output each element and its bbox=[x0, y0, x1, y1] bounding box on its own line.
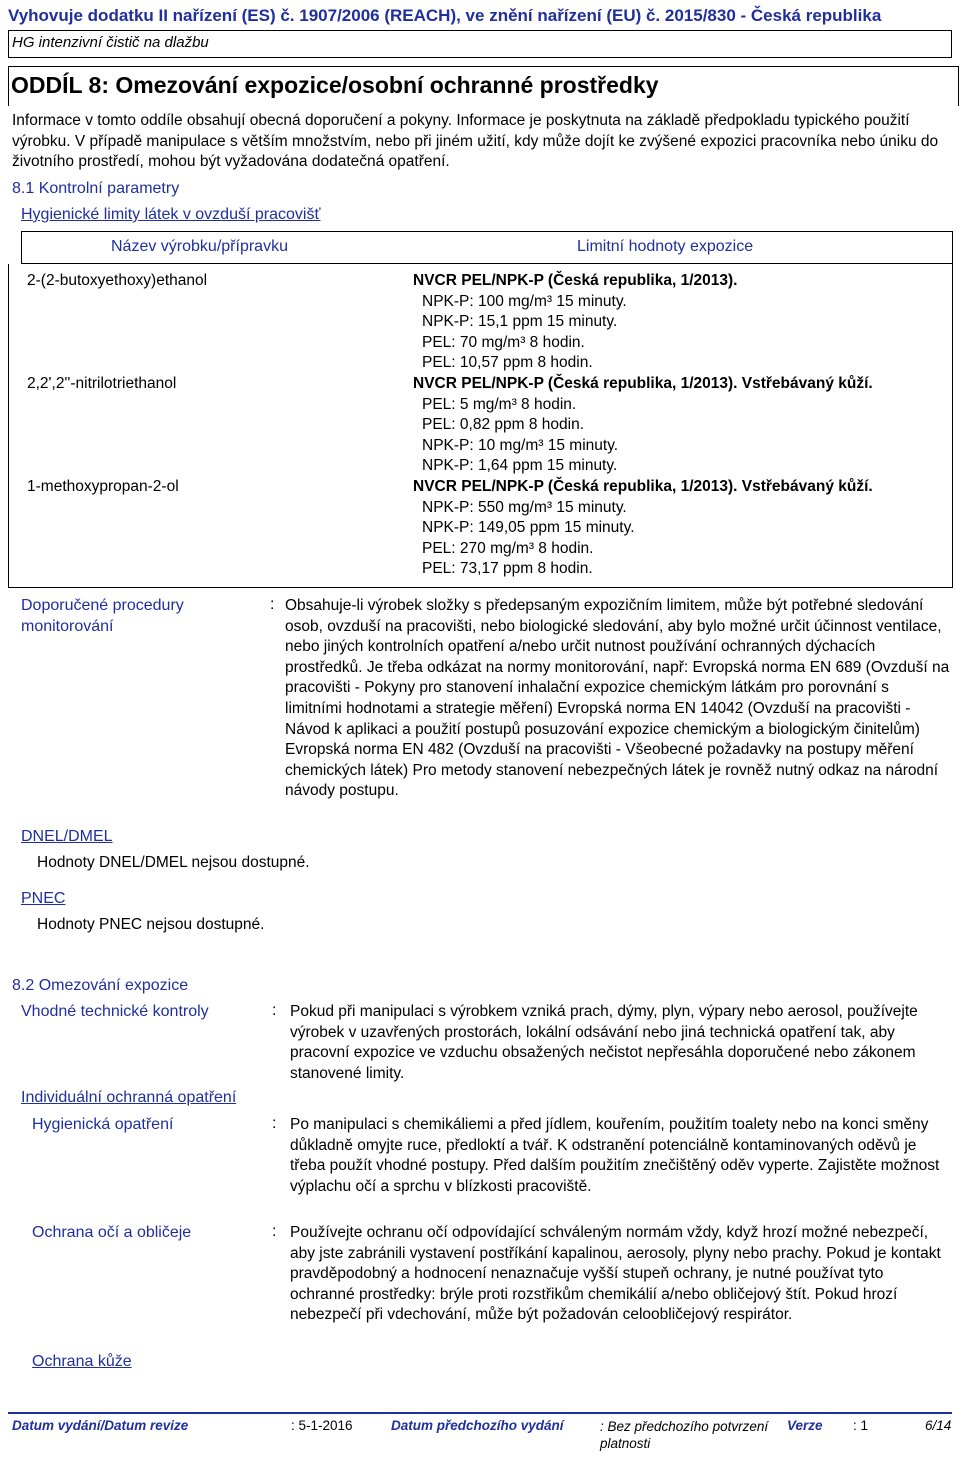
limit-value: PEL: 270 mg/m³ 8 hodin. bbox=[422, 539, 594, 557]
heading-8-1: 8.1 Kontrolní parametry bbox=[12, 180, 180, 197]
field-colon: : bbox=[270, 596, 275, 613]
footer-prev-value: : Bez předchozího potvrzení platnosti bbox=[600, 1419, 769, 1451]
footer-version-label: Verze bbox=[787, 1418, 823, 1433]
hygiene-text: Po manipulaci s chemikáliemi a před jídlem, kouřením, použitím toalety nebo na konci směny důkladně omyjte ruce, předloktí a tvář. K odstranění potenciálně kontaminovaných oděvů je třeba použít vhodné postupy. Před dalším použitím znečištěný oděv vyperte. Zajistěte možnost výplachu očí a sprchu v blízkosti pracoviště. bbox=[290, 1116, 940, 1195]
heading-8-2: 8.2 Omezování expozice bbox=[12, 977, 189, 994]
footer-divider bbox=[8, 1412, 952, 1414]
individual-measures-label: Individuální ochranná opatření bbox=[21, 1089, 237, 1106]
limit-value: NPK-P: 10 mg/m³ 15 minuty. bbox=[422, 436, 619, 454]
column-header-limits: Limitní hodnoty expozice bbox=[577, 238, 754, 255]
limit-source: NVCR PEL/NPK-P (Česká republika, 1/2013). Vstřebávaný kůží. bbox=[413, 478, 873, 495]
limit-value: PEL: 5 mg/m³ 8 hodin. bbox=[422, 395, 577, 413]
limit-values bbox=[413, 477, 873, 580]
product-name: HG intenzivní čistič na dlažbu bbox=[12, 34, 209, 51]
substance-name: 2,2',2''-nitrilotriethanol bbox=[27, 375, 177, 392]
eye-protection-text: Používejte ochranu očí odpovídající schváleným normám vždy, když hrozí možné nebezpečí, aby jste zabránili vystavení postříkání kapalinou, aerosoly, plyny nebo prachy. Pokud je kontakt pravděpodobný a hodnocení nenaznačuje vyšší stupeň ochrany, je nutné používat tyto ochranné prostředky: brýle proti rozstřikům chemikálií a/nebo obličejový štít. Pokud hrozí nebezpečí při vdechování, může být požadován celoobličejový respirátor. bbox=[290, 1224, 941, 1324]
skin-protection-label: Ochrana kůže bbox=[32, 1353, 132, 1370]
field-colon: : bbox=[272, 1223, 277, 1240]
substance-name: 2-(2-butoxyethoxy)ethanol bbox=[27, 272, 208, 289]
footer-date-label: Datum vydání/Datum revize bbox=[12, 1418, 189, 1433]
hygiene-label: Hygienická opatření bbox=[32, 1116, 174, 1133]
limit-value: NPK-P: 1,64 ppm 15 minuty. bbox=[422, 457, 618, 475]
document-header-title: Vyhovuje dodatku II nařízení (ES) č. 1907/2006 (REACH), ve znění nařízení (EU) č. 2015/830 - Česká republika bbox=[8, 6, 882, 25]
footer-version-value: : 1 bbox=[853, 1418, 869, 1433]
limit-value: PEL: 70 mg/m³ 8 hodin. bbox=[422, 333, 585, 351]
dnel-label: DNEL/DMEL bbox=[21, 828, 113, 845]
column-header-product: Název výrobku/přípravku bbox=[111, 238, 288, 255]
dnel-text: Hodnoty DNEL/DMEL nejsou dostupné. bbox=[37, 854, 310, 871]
limit-value: NPK-P: 100 mg/m³ 15 minuty. bbox=[422, 292, 627, 310]
limit-values bbox=[413, 271, 737, 374]
limit-value: PEL: 10,57 ppm 8 hodin. bbox=[422, 354, 593, 372]
limit-source: NVCR PEL/NPK-P (Česká republika, 1/2013). bbox=[413, 272, 738, 289]
tech-controls-label: Vhodné technické kontroly bbox=[21, 1003, 209, 1020]
eye-protection-label: Ochrana očí a obličeje bbox=[32, 1224, 192, 1241]
substance-name: 1-methoxypropan-2-ol bbox=[27, 478, 179, 495]
subheading-exposure-limits: Hygienické limity látek v ovzduší pracovišť bbox=[21, 206, 321, 223]
limit-value: PEL: 0,82 ppm 8 hodin. bbox=[422, 416, 585, 434]
footer-prev-label: Datum předchozího vydání bbox=[391, 1418, 564, 1433]
limit-value: PEL: 73,17 ppm 8 hodin. bbox=[422, 560, 593, 578]
limit-value: NPK-P: 149,05 ppm 15 minuty. bbox=[422, 519, 635, 537]
limit-value: NPK-P: 550 mg/m³ 15 minuty. bbox=[422, 498, 627, 516]
field-colon: : bbox=[272, 1115, 277, 1132]
pnec-label: PNEC bbox=[21, 890, 66, 907]
limit-source: NVCR PEL/NPK-P (Česká republika, 1/2013). Vstřebávaný kůží. bbox=[413, 375, 873, 392]
field-colon: : bbox=[272, 1002, 277, 1019]
limit-values bbox=[413, 374, 873, 477]
tech-controls-text: Pokud při manipulaci s výrobkem vzniká prach, dýmy, plyn, výpary nebo aerosol, používejte výrobek v uzavřených prostorách, lokální odsávání nebo jiná technická opatření tak, aby pracovní expozice ve vzduchu obsažených nečistot nepřesáhla doporučené nebo zákonem stanovené limity. bbox=[290, 1003, 918, 1082]
section-title: ODDÍL 8: Omezování expozice/osobní ochranné prostředky bbox=[11, 72, 659, 98]
footer-date-value: : 5-1-2016 bbox=[291, 1418, 353, 1433]
limit-value: NPK-P: 15,1 ppm 15 minuty. bbox=[422, 313, 618, 331]
section-intro: Informace v tomto oddíle obsahují obecná doporučení a pokyny. Informace je poskytnuta na základě předpokladu typického použití výrobku. V případě manipulace s větším množstvím, nebo při jiném užití, kdy může dojít ke zvýšené expozici pracovníka nebo úniku do životního prostředí, mohou být vyžadována dodatečná opatření. bbox=[12, 112, 939, 171]
pnec-text: Hodnoty PNEC nejsou dostupné. bbox=[37, 916, 265, 933]
footer-page-number: 6/14 bbox=[925, 1418, 952, 1433]
monitoring-text: Obsahuje-li výrobek složky s předepsaným expozičním limitem, může být potřebné sledování osob, ovzduší na pracovišti, nebo biologické sledování, aby bylo možné určit účinnost ventilace, nebo jiných kontrolních opatření a/nebo určit nutnost používání ochranných dýchacích prostředků. Je třeba odkázat na normy monitorování, např: Evropská norma EN 689 (Ovzduší na pracovišti - Pokyny pro stanovení inhalační expozice chemickým látkám pro porovnání s limitními hodnotami a strategie měření) Evropská norma EN 14042 (Ovzduší na pracovišti - Návod k aplikaci a použití postupů posuzování expozice chemickým a biologickým činitelům) Evropská norma EN 482 (Ovzduší na pracovišti - Všeobecné požadavky na postupy měření chemických látek) Pro metody stanovení nebezpečných látek je rovněž nutný odkaz na národní návody postupu. bbox=[285, 597, 950, 800]
monitoring-label: Doporučené procedury monitorování bbox=[21, 597, 184, 635]
